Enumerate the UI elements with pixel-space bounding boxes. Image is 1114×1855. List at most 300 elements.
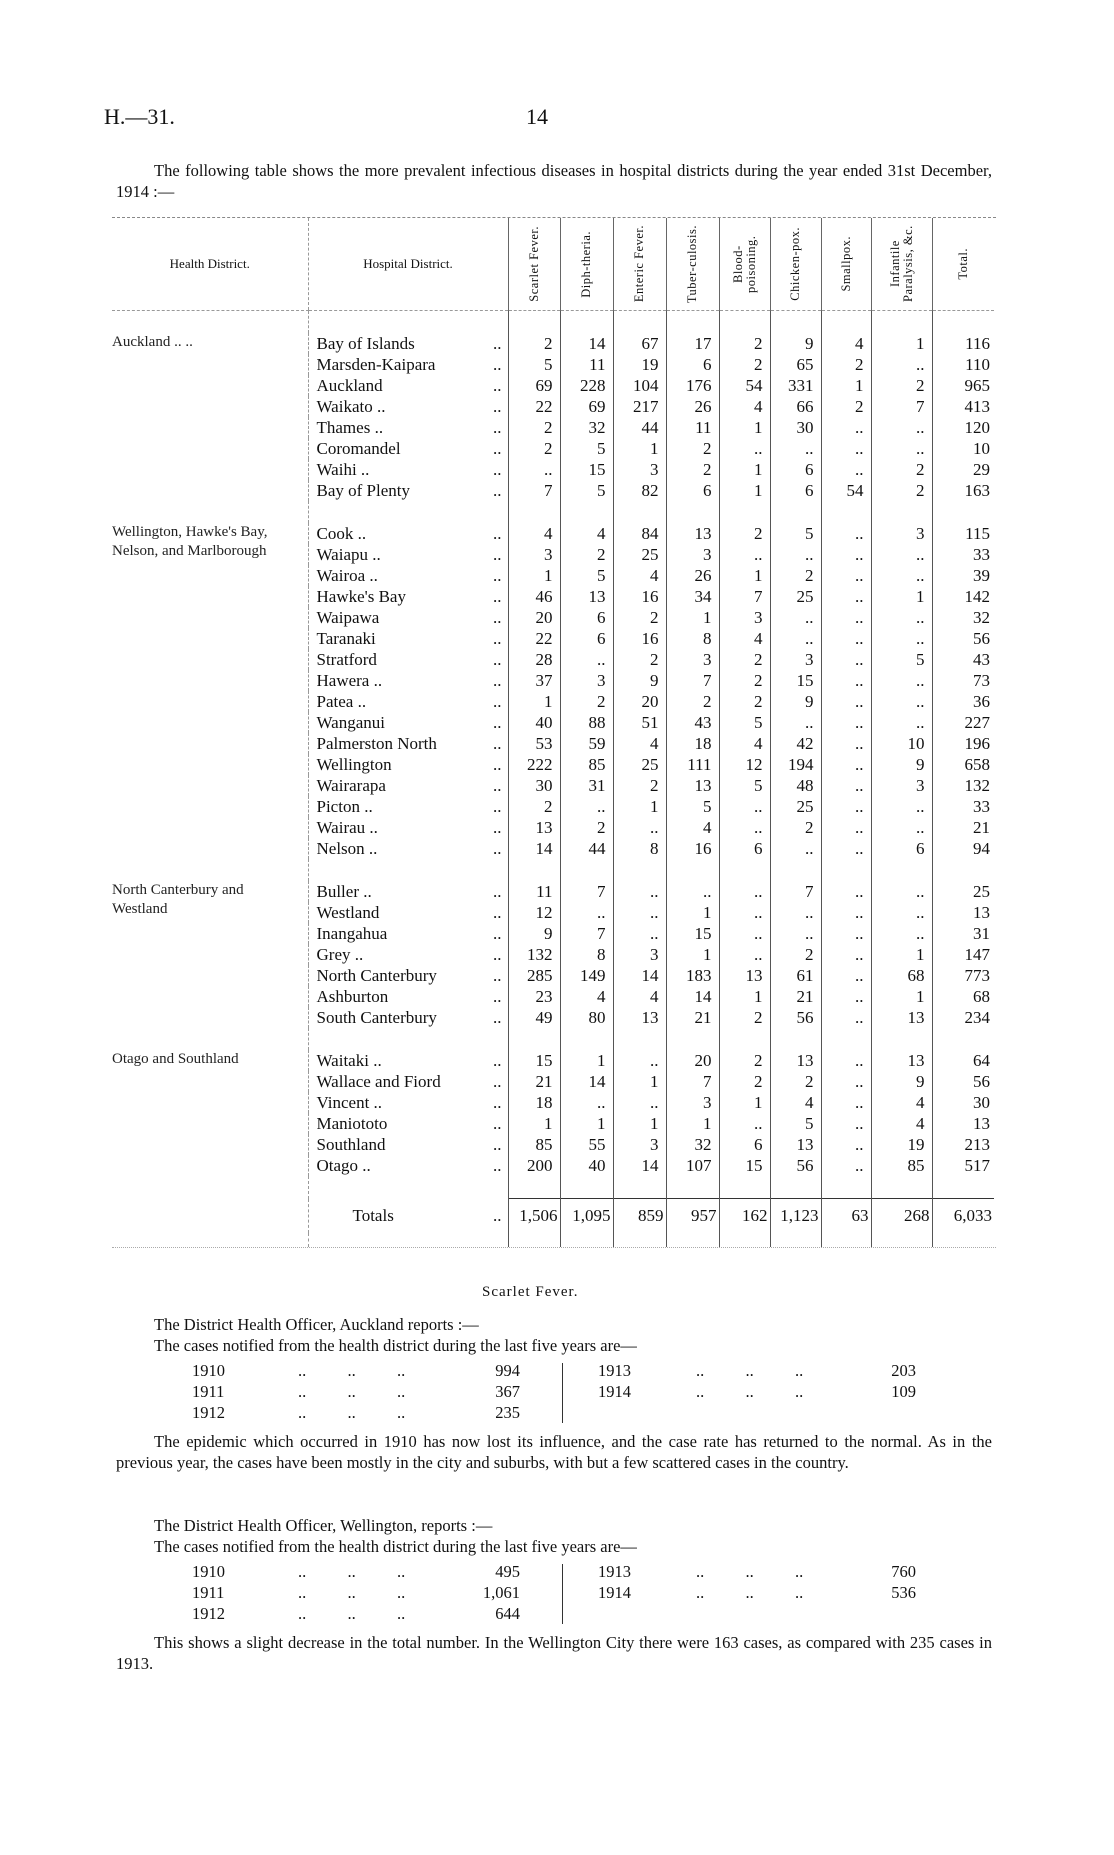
value-cell: 7 <box>719 586 770 607</box>
hospital-district-name: Hawke's Bay <box>316 587 406 606</box>
total-value: 1,095 <box>560 1199 613 1234</box>
value-cell: 9 <box>770 333 821 354</box>
value-cell: .. <box>821 459 871 480</box>
value-cell: 15 <box>508 1050 560 1071</box>
value-cell: 21 <box>508 1071 560 1092</box>
leader-dots: .. <box>493 755 502 774</box>
hospital-district-cell <box>308 733 508 754</box>
spacer-row <box>112 1233 994 1247</box>
leader-dots: .. <box>493 882 502 901</box>
value-cell: 34 <box>666 586 719 607</box>
value-cell: 2 <box>719 1071 770 1092</box>
value-cell: 33 <box>932 544 994 565</box>
value-cell: .. <box>871 354 932 375</box>
value-cell: 213 <box>932 1134 994 1155</box>
value-cell: 2 <box>821 354 871 375</box>
value-cell: 3 <box>560 670 613 691</box>
case-count: 109 <box>891 1382 916 1401</box>
leader-dots: .. <box>493 987 502 1006</box>
value-cell: 200 <box>508 1155 560 1176</box>
value-cell: 2 <box>719 649 770 670</box>
value-cell: 9 <box>613 670 666 691</box>
value-cell: 2 <box>719 1007 770 1028</box>
value-cell: 2 <box>613 775 666 796</box>
leader-dots: .. <box>493 629 502 648</box>
value-cell: 7 <box>560 881 613 902</box>
value-cell: 68 <box>932 986 994 1007</box>
hospital-district-name: Waiapu .. <box>316 545 381 564</box>
value-cell: 4 <box>871 1092 932 1113</box>
value-cell: 16 <box>613 628 666 649</box>
value-cell: 69 <box>560 396 613 417</box>
hospital-district-cell <box>308 1071 508 1092</box>
column-divider <box>562 1564 563 1624</box>
value-cell: 13 <box>613 1007 666 1028</box>
value-cell: 149 <box>560 965 613 986</box>
leader-dots: .. <box>493 1072 502 1091</box>
value-cell: 14 <box>613 1155 666 1176</box>
value-cell: 13 <box>560 586 613 607</box>
value-cell: 56 <box>770 1155 821 1176</box>
leader-dots: .. <box>493 818 502 837</box>
value-cell: 28 <box>508 649 560 670</box>
value-cell: 10 <box>871 733 932 754</box>
total-value: 1,123 <box>770 1199 821 1234</box>
table-row <box>112 523 994 544</box>
value-cell: 132 <box>932 775 994 796</box>
value-cell: .. <box>821 607 871 628</box>
value-cell: 20 <box>666 1050 719 1071</box>
hospital-district-cell <box>308 417 508 438</box>
value-cell: .. <box>871 565 932 586</box>
value-cell: 53 <box>508 733 560 754</box>
hospital-district-name: Bay of Plenty <box>316 481 410 500</box>
value-cell: 285 <box>508 965 560 986</box>
value-cell: 14 <box>666 986 719 1007</box>
hospital-district-name: South Canterbury <box>316 1008 437 1027</box>
value-cell: .. <box>770 712 821 733</box>
hospital-district-name: Nelson .. <box>316 839 378 858</box>
value-cell: 5 <box>666 796 719 817</box>
value-cell: 56 <box>770 1007 821 1028</box>
leader-dots: .. .. .. <box>298 1583 406 1602</box>
value-cell: 217 <box>613 396 666 417</box>
year-label: 1914 <box>598 1382 631 1401</box>
value-cell: .. <box>508 459 560 480</box>
value-cell: 1 <box>871 944 932 965</box>
spacer-row <box>112 859 994 881</box>
reports-line: The District Health Officer, Wellington, reports :— <box>154 1516 493 1535</box>
value-cell: 1 <box>666 902 719 923</box>
value-cell: 2 <box>508 438 560 459</box>
value-cell: 22 <box>508 396 560 417</box>
value-cell: 29 <box>932 459 994 480</box>
value-cell: .. <box>871 817 932 838</box>
hospital-district-name: Wallace and Fiord <box>316 1072 441 1091</box>
hospital-district-name: Ashburton <box>316 987 389 1006</box>
value-cell: 13 <box>770 1050 821 1071</box>
year-label: 1910 <box>192 1361 225 1380</box>
hospital-district-cell <box>308 459 508 480</box>
value-cell: .. <box>821 881 871 902</box>
hospital-district-name: Inangahua <box>316 924 388 943</box>
hospital-district-name: Wellington <box>316 755 392 774</box>
value-cell: 3 <box>871 775 932 796</box>
column-header-label: Total. <box>955 248 970 280</box>
column-header-disease <box>770 218 821 311</box>
value-cell: 25 <box>770 796 821 817</box>
value-cell: 46 <box>508 586 560 607</box>
hospital-district-cell <box>308 796 508 817</box>
value-cell: 2 <box>508 796 560 817</box>
leader-dots: .. <box>493 376 502 395</box>
value-cell: 3 <box>613 944 666 965</box>
column-header-label: Blood-poisoning. <box>730 235 758 293</box>
leader-dots: .. <box>493 397 502 416</box>
health-district-name: Auckland .. .. <box>112 334 193 350</box>
column-header-health-district: Health District. <box>112 218 308 311</box>
value-cell: 7 <box>871 396 932 417</box>
value-cell: 1 <box>613 438 666 459</box>
value-cell: 1 <box>719 1092 770 1113</box>
value-cell: 6 <box>666 354 719 375</box>
value-cell: 1 <box>666 1113 719 1134</box>
hospital-district-cell <box>308 1007 508 1028</box>
value-cell: 4 <box>613 733 666 754</box>
value-cell: 32 <box>666 1134 719 1155</box>
column-header-disease <box>560 218 613 311</box>
value-cell: 31 <box>932 923 994 944</box>
value-cell: .. <box>613 902 666 923</box>
hospital-district-cell <box>308 1092 508 1113</box>
value-cell: 85 <box>560 754 613 775</box>
leader-dots: .. .. .. <box>696 1382 804 1401</box>
leader-dots: .. <box>493 439 502 458</box>
value-cell: 4 <box>560 523 613 544</box>
cases-intro-line: The cases notified from the health district during the last five years are— <box>154 1537 637 1556</box>
hospital-district-name: Patea .. <box>316 692 367 711</box>
total-value: 957 <box>666 1199 719 1234</box>
value-cell: 1 <box>719 480 770 501</box>
value-cell: 22 <box>508 628 560 649</box>
value-cell: .. <box>871 691 932 712</box>
value-cell: 32 <box>560 417 613 438</box>
value-cell: 51 <box>613 712 666 733</box>
value-cell: 2 <box>666 459 719 480</box>
value-cell: 26 <box>666 565 719 586</box>
leader-dots: .. <box>493 1135 502 1154</box>
health-district-cell <box>112 333 308 501</box>
value-cell: .. <box>613 817 666 838</box>
value-cell: .. <box>821 691 871 712</box>
value-cell: 2 <box>770 817 821 838</box>
value-cell: 14 <box>613 965 666 986</box>
value-cell: 183 <box>666 965 719 986</box>
value-cell: 2 <box>719 333 770 354</box>
hospital-district-name: North Canterbury <box>316 966 437 985</box>
value-cell: 2 <box>871 480 932 501</box>
leader-dots: .. .. .. <box>298 1604 406 1623</box>
value-cell: 2 <box>719 523 770 544</box>
value-cell: 30 <box>770 417 821 438</box>
value-cell: 7 <box>560 923 613 944</box>
value-cell: 84 <box>613 523 666 544</box>
value-cell: .. <box>871 712 932 733</box>
value-cell: 80 <box>560 1007 613 1028</box>
value-cell: 9 <box>871 1071 932 1092</box>
value-cell: 5 <box>719 775 770 796</box>
value-cell: .. <box>719 902 770 923</box>
hospital-district-name: Bay of Islands <box>316 334 415 353</box>
year-label: 1911 <box>192 1382 225 1401</box>
value-cell: 5 <box>719 712 770 733</box>
leader-dots: .. <box>493 671 502 690</box>
value-cell: 1 <box>613 796 666 817</box>
hospital-district-cell <box>308 775 508 796</box>
total-value: 6,033 <box>932 1199 994 1234</box>
value-cell: 13 <box>666 775 719 796</box>
health-district-name: Wellington, Hawke's Bay, Nelson, and Marlborough <box>112 524 268 559</box>
hospital-district-cell <box>308 923 508 944</box>
value-cell: 227 <box>932 712 994 733</box>
value-cell: 142 <box>932 586 994 607</box>
value-cell: .. <box>821 1007 871 1028</box>
hospital-district-name: Southland <box>316 1135 386 1154</box>
leader-dots: .. <box>493 545 502 564</box>
value-cell: 5 <box>560 438 613 459</box>
value-cell: 21 <box>932 817 994 838</box>
leader-dots: .. <box>493 566 502 585</box>
health-district-name: Otago and Southland <box>112 1051 239 1067</box>
leader-dots: .. <box>493 839 502 858</box>
value-cell: 1 <box>560 1050 613 1071</box>
value-cell: 82 <box>613 480 666 501</box>
value-cell: 2 <box>666 438 719 459</box>
value-cell: 43 <box>666 712 719 733</box>
value-cell: 40 <box>508 712 560 733</box>
leader-dots: .. <box>493 945 502 964</box>
value-cell: .. <box>770 923 821 944</box>
value-cell: 15 <box>719 1155 770 1176</box>
hospital-district-name: Waipawa <box>316 608 380 627</box>
value-cell: 517 <box>932 1155 994 1176</box>
leader-dots: .. .. .. <box>298 1361 406 1380</box>
table-row <box>112 881 994 902</box>
value-cell: 13 <box>932 1113 994 1134</box>
value-cell: 3 <box>508 544 560 565</box>
hospital-district-cell <box>308 438 508 459</box>
value-cell: 1 <box>871 586 932 607</box>
value-cell: .. <box>719 881 770 902</box>
value-cell: .. <box>821 1092 871 1113</box>
case-count: 367 <box>495 1382 520 1401</box>
value-cell: 4 <box>613 565 666 586</box>
totals-label: Totals <box>352 1205 394 1225</box>
value-cell: .. <box>821 1050 871 1071</box>
hospital-district-cell <box>308 817 508 838</box>
value-cell: 7 <box>508 480 560 501</box>
value-cell: 4 <box>508 523 560 544</box>
hospital-district-cell <box>308 1050 508 1071</box>
value-cell: 8 <box>613 838 666 859</box>
value-cell: 11 <box>666 417 719 438</box>
value-cell: .. <box>821 649 871 670</box>
spacer-row <box>112 1028 994 1050</box>
value-cell: 2 <box>719 1050 770 1071</box>
value-cell: .. <box>821 1134 871 1155</box>
leader-dots: .. .. .. <box>298 1382 406 1401</box>
value-cell: 25 <box>770 586 821 607</box>
leader-dots: .. <box>493 1114 502 1133</box>
value-cell: 658 <box>932 754 994 775</box>
value-cell: 1 <box>871 333 932 354</box>
value-cell: 48 <box>770 775 821 796</box>
totals-label-cell <box>308 1199 508 1234</box>
value-cell: 25 <box>613 754 666 775</box>
leader-dots: .. <box>493 1205 502 1225</box>
hospital-district-cell <box>308 354 508 375</box>
case-count: 235 <box>495 1403 520 1422</box>
value-cell: 8 <box>560 944 613 965</box>
value-cell: .. <box>821 923 871 944</box>
value-cell: 222 <box>508 754 560 775</box>
value-cell: 4 <box>871 1113 932 1134</box>
value-cell: 6 <box>770 459 821 480</box>
value-cell: 5 <box>560 480 613 501</box>
value-cell: 2 <box>719 670 770 691</box>
totals-row <box>112 1199 994 1234</box>
value-cell: .. <box>821 733 871 754</box>
leader-dots: .. <box>493 924 502 943</box>
value-cell: .. <box>821 754 871 775</box>
value-cell: 1 <box>613 1071 666 1092</box>
value-cell: 54 <box>719 375 770 396</box>
value-cell: .. <box>871 438 932 459</box>
value-cell: 56 <box>932 1071 994 1092</box>
value-cell: .. <box>821 1155 871 1176</box>
column-header-label: Smallpox. <box>838 236 853 292</box>
hospital-district-name: Wairarapa <box>316 776 386 795</box>
value-cell: 4 <box>560 986 613 1007</box>
value-cell: 6 <box>666 480 719 501</box>
value-cell: 14 <box>560 333 613 354</box>
health-district-cell <box>112 881 308 1028</box>
value-cell: 2 <box>821 396 871 417</box>
leader-dots: .. <box>493 734 502 753</box>
value-cell: 16 <box>666 838 719 859</box>
value-cell: .. <box>719 817 770 838</box>
value-cell: 64 <box>932 1050 994 1071</box>
value-cell: 7 <box>666 670 719 691</box>
value-cell: 5 <box>871 649 932 670</box>
value-cell: .. <box>770 902 821 923</box>
hospital-district-cell <box>308 1155 508 1176</box>
value-cell: 13 <box>666 523 719 544</box>
value-cell: 5 <box>508 354 560 375</box>
value-cell: 4 <box>666 817 719 838</box>
value-cell: .. <box>770 838 821 859</box>
column-header-label: Chicken-pox. <box>788 227 802 301</box>
hospital-district-cell <box>308 965 508 986</box>
value-cell: 3 <box>719 607 770 628</box>
value-cell: 1 <box>821 375 871 396</box>
value-cell: .. <box>871 881 932 902</box>
value-cell: 25 <box>932 881 994 902</box>
value-cell: 2 <box>871 375 932 396</box>
value-cell: 147 <box>932 944 994 965</box>
leader-dots: .. <box>493 524 502 543</box>
hospital-district-name: Auckland <box>316 376 383 395</box>
year-label: 1912 <box>192 1604 225 1623</box>
value-cell: 30 <box>932 1092 994 1113</box>
leader-dots: .. .. .. <box>298 1403 406 1422</box>
value-cell: .. <box>871 670 932 691</box>
value-cell: 9 <box>871 754 932 775</box>
value-cell: 13 <box>770 1134 821 1155</box>
column-header-disease <box>508 218 560 311</box>
total-value: 268 <box>871 1199 932 1234</box>
hospital-district-name: Stratford <box>316 650 377 669</box>
leader-dots: .. .. .. <box>298 1562 406 1581</box>
value-cell: 66 <box>770 396 821 417</box>
value-cell: 13 <box>932 902 994 923</box>
value-cell: 5 <box>770 523 821 544</box>
hospital-district-name: Wanganui <box>316 713 385 732</box>
value-cell: 25 <box>613 544 666 565</box>
hospital-district-cell <box>308 544 508 565</box>
leader-dots: .. <box>493 418 502 437</box>
value-cell: 1 <box>560 1113 613 1134</box>
value-cell: 33 <box>932 796 994 817</box>
value-cell: .. <box>613 1092 666 1113</box>
value-cell: 15 <box>560 459 613 480</box>
value-cell: 413 <box>932 396 994 417</box>
value-cell: 14 <box>560 1071 613 1092</box>
value-cell: 6 <box>770 480 821 501</box>
value-cell: 1 <box>719 986 770 1007</box>
hospital-district-name: Wairoa .. <box>316 566 378 585</box>
value-cell: 67 <box>613 333 666 354</box>
report-reference: H.—31. <box>104 104 175 129</box>
value-cell: 39 <box>932 565 994 586</box>
value-cell: 56 <box>932 628 994 649</box>
value-cell: 18 <box>508 1092 560 1113</box>
hospital-district-name: Grey .. <box>316 945 364 964</box>
value-cell: 8 <box>666 628 719 649</box>
case-count: 495 <box>495 1562 520 1581</box>
year-label: 1914 <box>598 1583 631 1602</box>
hospital-district-cell <box>308 333 508 354</box>
value-cell: 1 <box>508 691 560 712</box>
section-heading-scarlet-fever: Scarlet Fever. <box>482 1284 579 1300</box>
value-cell: 6 <box>560 607 613 628</box>
column-header-disease <box>719 218 770 311</box>
value-cell: 15 <box>770 670 821 691</box>
value-cell: .. <box>770 607 821 628</box>
value-cell: 2 <box>560 817 613 838</box>
value-cell: 19 <box>871 1134 932 1155</box>
leader-dots: .. .. .. <box>696 1361 804 1380</box>
value-cell: 110 <box>932 354 994 375</box>
hospital-district-cell <box>308 944 508 965</box>
value-cell: .. <box>560 796 613 817</box>
value-cell: 107 <box>666 1155 719 1176</box>
value-cell: 4 <box>719 733 770 754</box>
intro-paragraph: The following table shows the more prevalent infectious diseases in hospital districts during the year ended 31st December, 1914 :— <box>116 161 992 201</box>
column-header-disease <box>871 218 932 311</box>
case-count: 994 <box>495 1361 520 1380</box>
value-cell: 6 <box>560 628 613 649</box>
